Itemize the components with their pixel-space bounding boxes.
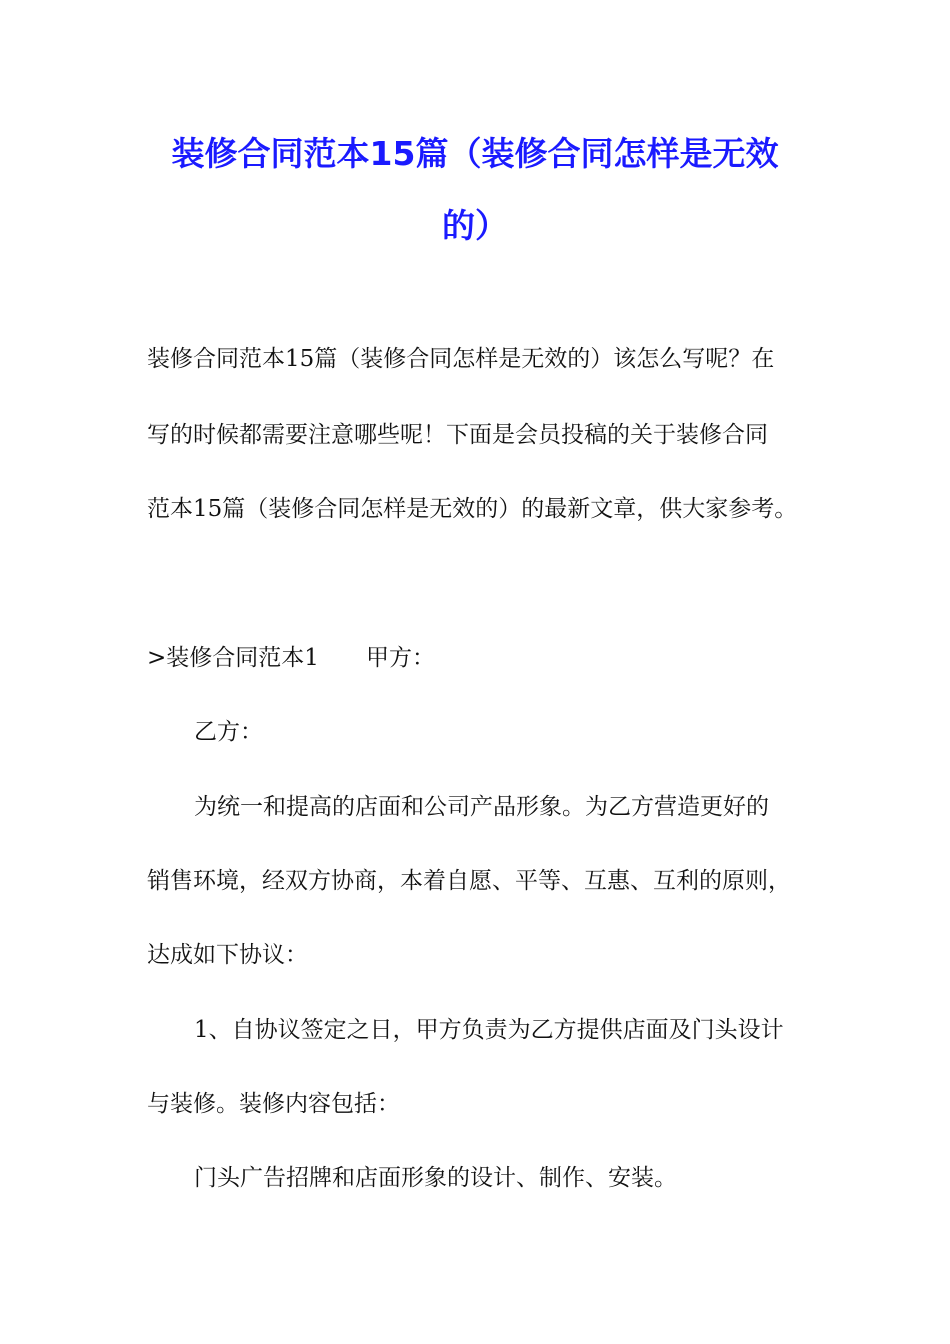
clause-1-line-1: 1、自协议签定之日，甲方负责为乙方提供店面及门头设计 (194, 1017, 784, 1043)
paragraph-1-line-2: 销售环境，经双方协商，本着自愿、平等、互惠、互利的原则， (147, 868, 791, 894)
party-b-label: 乙方： (194, 719, 263, 745)
intro-line-2: 写的时候都需要注意哪些呢！下面是会员投稿的关于装修合同 (147, 422, 768, 448)
intro-line-1: 装修合同范本15篇（装修合同怎样是无效的）该怎么写呢？在 (147, 346, 775, 372)
item-1: 门头广告招牌和店面形象的设计、制作、安装。 (194, 1165, 677, 1191)
paragraph-1-line-3: 达成如下协议： (147, 942, 308, 968)
paragraph-1-line-1: 为统一和提高的店面和公司产品形象。为乙方营造更好的 (194, 794, 769, 820)
party-a-label: 甲方： (366, 645, 435, 671)
section-heading: >装修合同范本1 (147, 645, 319, 671)
clause-1-line-2: 与装修。装修内容包括： (147, 1091, 400, 1117)
intro-line-3: 范本15篇（装修合同怎样是无效的）的最新文章，供大家参考。 (147, 496, 798, 522)
document-title-line-2: 的） (442, 206, 508, 245)
document-title-line-1: 装修合同范本15篇（装修合同怎样是无效 (171, 134, 779, 173)
